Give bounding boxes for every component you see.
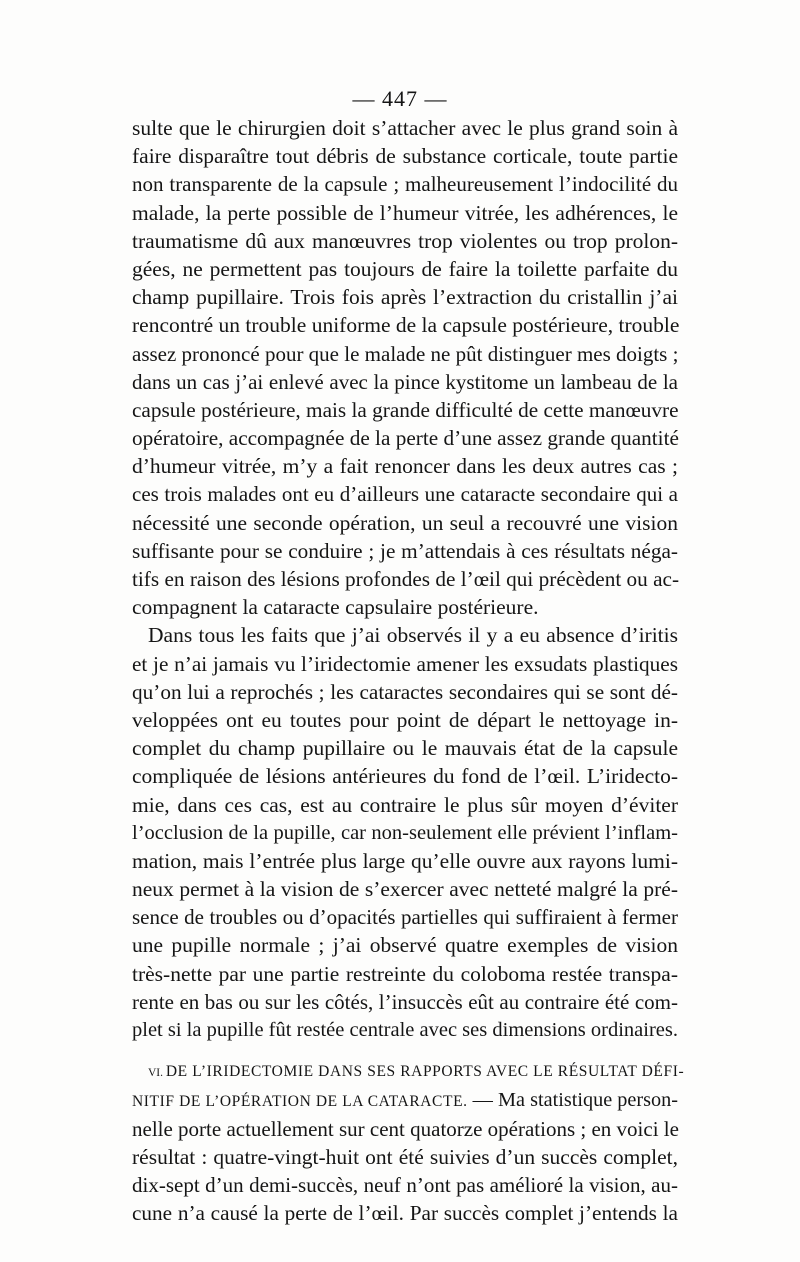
body-text [132, 114, 685, 1227]
text-line: cune n’a causé la perte de l’œil. Par succès complet j’entends la [132, 1201, 678, 1226]
section-vi [132, 1058, 685, 1227]
text-line: faire disparaître tout débris de substance corticale, toute partie [132, 144, 678, 169]
text-line: Dans tous les faits que j’ai observés il y a eu absence d’iritis [148, 623, 678, 648]
text-line: dans un cas j’ai enlevé avec la pince kystitome un lambeau de la [132, 369, 678, 394]
paragraph-1 [132, 114, 678, 621]
text-line: résultat : quatre-vingt-huit ont été suivies d’un succès complet, [132, 1144, 678, 1169]
section-text-start: — Ma statistique person- [467, 1089, 678, 1112]
text-line: compliquée de lésions antérieures du fond de l’œil. L’iridecto- [132, 764, 678, 789]
section-heading-part-2: NITIF DE L’OPÉRATION DE LA CATARACTE. [132, 1093, 468, 1111]
text-line: opératoire, accompagnée de la perte d’une assez grande quantité [132, 426, 679, 451]
text-line: gées, ne permettent pas toujours de faire la toilette parfaite du [132, 256, 678, 281]
paragraph-2 [132, 621, 678, 1044]
text-line: nécessité une seconde opération, un seul a recouvré une vision [132, 510, 678, 535]
paragraph-gap [132, 1044, 678, 1058]
text-line: champ pupillaire. Trois fois après l’extraction du cristallin j’ai [132, 285, 678, 310]
text-line: qu’on lui a reprochés ; les cataractes secondaires qui se sont dé- [132, 679, 678, 704]
text-line: sulte que le chirurgien doit s’attacher avec le plus grand soin à [132, 116, 678, 140]
text-line: assez prononcé pour que le malade ne pût distinguer mes doigts ; [132, 341, 679, 366]
text-line: plet si la pupille fût restée centrale avec ses dimensions ordinaires. [132, 1019, 678, 1041]
text-line: tifs en raison des lésions profondes de l’œil qui précèdent ou ac- [132, 567, 680, 591]
text-line: non transparente de la capsule ; malheureusement l’indocilité du [132, 172, 678, 197]
text-line: une pupille normale ; j’ai observé quatre exemples de vision [132, 933, 678, 958]
text-line: veloppées ont eu toutes pour point de départ le nettoyage in- [132, 707, 678, 732]
text-line: rente en bas ou sur les côtés, l’insuccès eût au contraire été com- [132, 989, 678, 1014]
text-line: rencontré un trouble uniforme de la capsule postérieure, trouble [132, 313, 680, 338]
text-line: très-nette par une partie restreinte du coloboma restée transpa- [132, 961, 678, 986]
section-numeral: VI. [148, 1067, 164, 1080]
text-line: d’humeur vitrée, m’y a fait renoncer dans les deux autres cas ; [132, 454, 678, 479]
text-line: dix-sept d’un demi-succès, neuf n’ont pas amélioré la vision, au- [132, 1172, 678, 1197]
text-line: mie, dans ces cas, est au contraire le plus sûr moyen d’éviter [132, 792, 678, 817]
text-line: mation, mais l’entrée plus large qu’elle ouvre aux rayons lumi- [132, 848, 678, 873]
text-line: nelle porte actuellement sur cent quatorze opérations ; en voici le [132, 1116, 679, 1141]
text-line: sence de troubles ou d’opacités partielles qui suffiraient à fermer [132, 905, 678, 930]
section-heading-line [132, 1058, 685, 1086]
text-line: complet du champ pupillaire ou le mauvais état de la capsule [132, 736, 678, 761]
text-line: traumatisme dû aux manœuvres trop violentes ou trop prolon- [132, 228, 678, 253]
text-line: neux permet à la vision de s’exercer avec netteté malgré la pré- [132, 877, 678, 902]
text-line: compagnent la cataracte capsulaire postérieure. [132, 595, 539, 620]
section-heading-part-1: DE L’IRIDECTOMIE DANS SES RAPPORTS AVEC LE RÉSULTAT DÉFI- [165, 1063, 685, 1081]
text-line: ces trois malades ont eu d’ailleurs une cataracte secondaire qui a [132, 482, 678, 507]
text-line: malade, la perte possible de l’humeur vitrée, les adhérences, le [132, 200, 678, 225]
text-line: et je n’ai jamais vu l’iridectomie amener les exsudats plastiques [132, 651, 678, 676]
text-line: capsule postérieure, mais la grande difficulté de cette manœuvre [132, 397, 679, 422]
section-heading-line [132, 1086, 678, 1114]
page-number: — 447 — [352, 86, 448, 111]
text-line: suffisante pour se conduire ; je m’attendais à ces résultats néga- [132, 538, 678, 563]
text-line: l’occlusion de la pupille, car non-seulement elle prévient l’inflam- [132, 821, 678, 844]
